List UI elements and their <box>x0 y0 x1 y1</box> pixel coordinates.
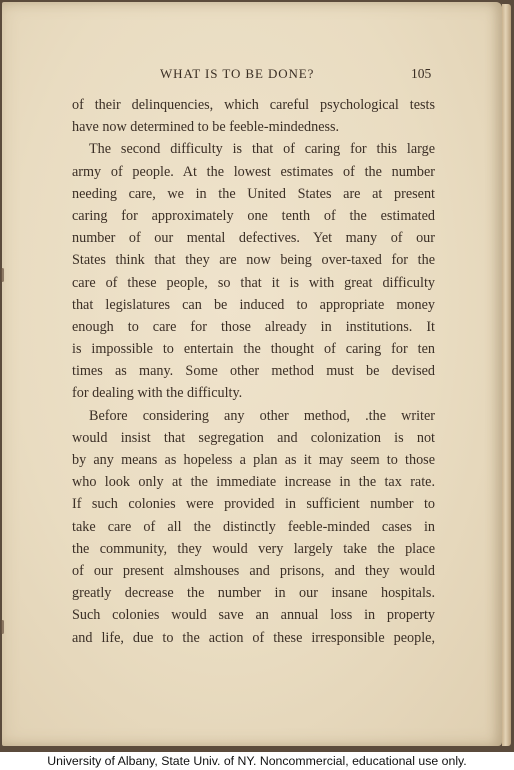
text-line: who look only at the immediate increase in the tax rate. <box>72 474 435 491</box>
text-line: and life, due to the action of these irresponsible people, <box>72 629 435 646</box>
running-title: WHAT IS TO BE DONE? <box>160 66 315 81</box>
text-line: care of these people, so that it is with great difficulty <box>72 274 435 291</box>
body-text <box>72 94 435 649</box>
text-line: take care of all the distinctly feeble-minded cases in <box>72 518 435 535</box>
text-line: number of our mental defectives. Yet many of our <box>72 230 435 247</box>
page-header <box>2 66 502 88</box>
binding-mark <box>1 268 4 282</box>
text-line: by any means as hopeless a plan as it may seem to those <box>72 452 435 468</box>
text-line: States think that they are now being over-taxed for the <box>72 252 435 269</box>
text-line: enough to care for those already in institutions. It <box>72 318 435 335</box>
text-line: If such colonies were provided in sufficient number to <box>72 496 435 513</box>
book-page <box>2 2 502 746</box>
page-number: 105 <box>411 66 432 81</box>
text-line: of our present almshouses and prisons, and they would <box>72 562 435 579</box>
text-line: caring for approximately one tenth of the estimated <box>72 207 435 224</box>
text-line: army of people. At the lowest estimates of the number <box>72 163 435 180</box>
text-line: needing care, we in the United States are at present <box>72 185 435 202</box>
text-line: have now determined to be feeble-mindedness. <box>72 119 340 136</box>
text-line: Before considering any other method, .the writer <box>89 407 435 424</box>
text-line: The second difficulty is that of caring for this large <box>89 141 435 158</box>
text-line: times as many. Some other method must be devised <box>72 363 435 380</box>
text-line: would insist that segregation and colonization is not <box>72 429 435 446</box>
text-line: Such colonies would save an annual loss in property <box>72 607 435 624</box>
text-line: is impossible to entertain the thought of caring for ten <box>72 341 435 358</box>
binding-mark <box>1 620 4 634</box>
text-line: greatly decrease the number in our insane hospitals. <box>72 585 435 602</box>
text-line: for dealing with the difficulty. <box>72 385 243 402</box>
text-line: the community, they would very largely take the place <box>72 540 435 557</box>
text-line: of their delinquencies, which careful psychological tests <box>72 97 435 113</box>
binding-marks <box>0 0 6 752</box>
text-line: that legislatures can be induced to appropriate money <box>72 296 435 313</box>
page-edge <box>502 4 511 746</box>
credit-footer: University of Albany, State Univ. of NY. Noncommercial, educational use only. <box>0 752 514 770</box>
